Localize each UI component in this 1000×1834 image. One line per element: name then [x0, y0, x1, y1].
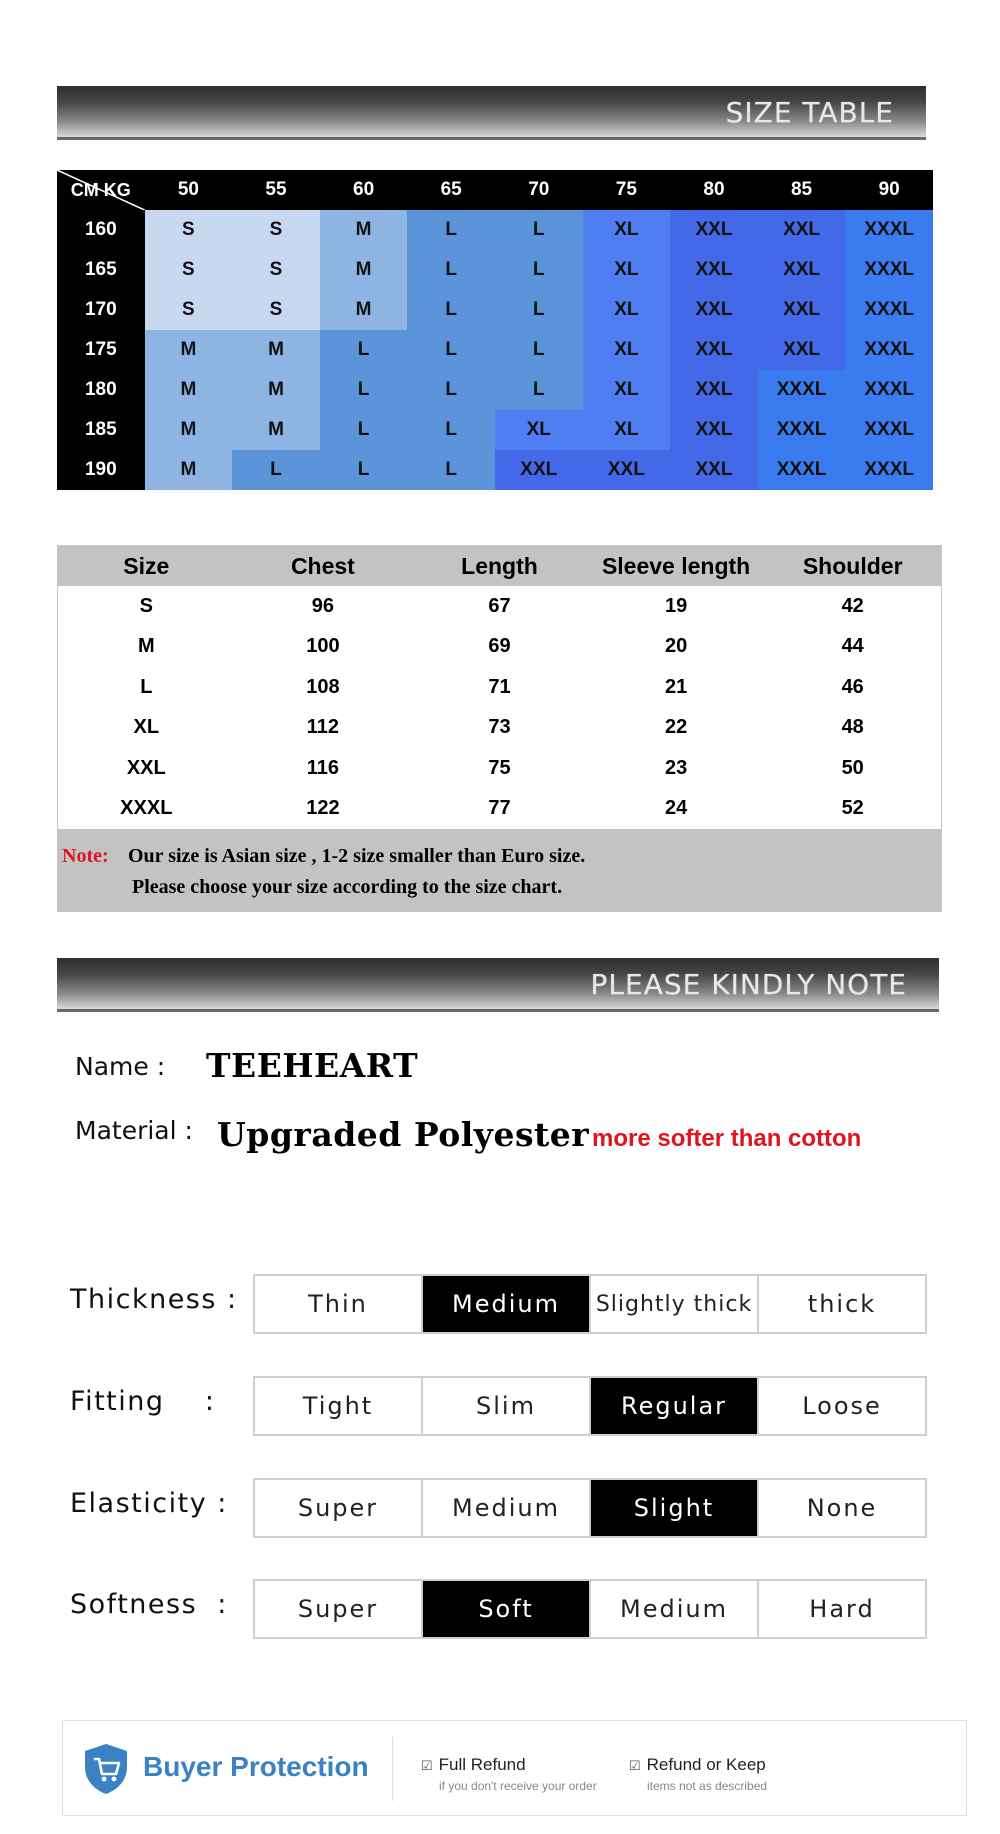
size-cell: XXL [758, 330, 846, 370]
height-header: 190 [57, 450, 145, 490]
measurement-cell: 71 [488, 675, 511, 698]
size-cell: M [320, 290, 408, 330]
table-row [58, 586, 941, 627]
measurement-cell: XXXL [120, 797, 173, 820]
material-note: more softer than cotton [592, 1125, 862, 1152]
scale-option: Medium [423, 1480, 591, 1536]
size-cell: L [495, 330, 583, 370]
attribute-label: Softness : [70, 1589, 228, 1620]
size-grid-row [57, 210, 933, 250]
scale-option: Medium [591, 1581, 759, 1637]
weight-header: 80 [670, 170, 758, 210]
size-cell: XXXL [845, 290, 933, 330]
size-cell: L [320, 330, 408, 370]
measurement-cell: 22 [664, 716, 688, 739]
attribute-label: Fitting : [70, 1386, 216, 1417]
measurement-cell: 96 [311, 594, 335, 617]
measurement-cell: 100 [306, 635, 340, 658]
measurement-cell: M [137, 635, 155, 658]
feature-refund-or-keep [629, 1755, 767, 1793]
size-cell: XXXL [845, 410, 933, 450]
scale-option: Thin [255, 1276, 423, 1332]
measurement-cell: XXL [126, 756, 166, 779]
measurement-cell: 75 [488, 756, 511, 779]
size-cell: M [232, 410, 320, 450]
size-cell: XXL [758, 250, 846, 290]
table-row [58, 627, 941, 668]
weight-header: 90 [845, 170, 933, 210]
note-line-2: Please choose your size according to the size chart. [132, 876, 563, 898]
measurement-header: Length [411, 546, 588, 586]
kindly-note-banner [57, 958, 939, 1012]
size-grid-corner [57, 170, 145, 210]
size-cell: L [407, 330, 495, 370]
measurement-cell: XL [133, 716, 160, 739]
size-grid-row [57, 250, 933, 290]
size-cell: XXL [495, 450, 583, 490]
size-cell: XL [583, 250, 671, 290]
size-cell: M [145, 450, 233, 490]
measurement-cell: 67 [488, 594, 511, 617]
size-cell: S [232, 290, 320, 330]
feature-subtitle: items not as described [647, 1779, 768, 1793]
size-cell: XXXL [758, 410, 846, 450]
size-cell: XL [583, 210, 671, 250]
attribute-scale [253, 1478, 927, 1538]
measurement-cell: 50 [841, 756, 864, 779]
measurement-cell: 52 [841, 797, 864, 820]
size-cell: S [145, 290, 233, 330]
measurement-table [57, 545, 942, 912]
height-header: 185 [57, 410, 145, 450]
size-cell: XXXL [845, 370, 933, 410]
measurement-header: Size [58, 546, 235, 586]
measurement-cell: 122 [306, 797, 340, 820]
kindly-note-banner-text: PLEASE KINDLY NOTE [590, 968, 907, 1001]
measurement-cell: 46 [841, 675, 864, 698]
attribute-scale [253, 1274, 927, 1334]
size-cell: XXXL [758, 450, 846, 490]
size-cell: XL [583, 290, 671, 330]
divider [392, 1737, 393, 1801]
weight-header: 75 [583, 170, 671, 210]
scale-option: Loose [802, 1392, 882, 1420]
scale-option: Regular [591, 1378, 759, 1434]
size-cell: XXL [670, 410, 758, 450]
feature-subtitle: if you don't receive your order [439, 1779, 597, 1793]
size-cell: S [145, 210, 233, 250]
measurement-header: Shoulder [764, 546, 941, 586]
size-table-banner-text: SIZE TABLE [725, 96, 894, 129]
brand-name: TEEHEART [206, 1046, 419, 1085]
size-cell: L [320, 370, 408, 410]
size-cell: L [495, 250, 583, 290]
measurement-cell: 21 [664, 675, 688, 698]
size-grid-row [57, 450, 933, 490]
measurement-cell: L [140, 675, 153, 698]
note-line-1: Our size is Asian size , 1-2 size smaller than Euro size. [128, 845, 586, 867]
measurement-cell: 116 [306, 756, 340, 779]
feature-title: Full Refund [438, 1755, 526, 1774]
scale-option: Slight [591, 1480, 759, 1536]
size-grid-row [57, 370, 933, 410]
checkbox-icon: ☑ [421, 1758, 433, 1773]
size-grid [57, 170, 933, 490]
size-cell: XXXL [758, 370, 846, 410]
feature-title: Refund or Keep [646, 1755, 766, 1774]
name-label: Name : [75, 1052, 166, 1081]
scale-option: thick [807, 1290, 877, 1318]
size-cell: M [320, 250, 408, 290]
material-value: Upgraded Polyester [217, 1115, 590, 1154]
measurement-cell: 42 [841, 594, 864, 617]
size-cell: L [407, 210, 495, 250]
checkbox-icon: ☑ [629, 1758, 641, 1773]
size-grid-row [57, 290, 933, 330]
height-header: 165 [57, 250, 145, 290]
size-cell: L [232, 450, 320, 490]
size-cell: L [407, 450, 495, 490]
size-cell: XXL [670, 450, 758, 490]
size-cell: S [145, 250, 233, 290]
weight-header: 55 [232, 170, 320, 210]
size-grid-header-row [57, 170, 933, 210]
measurement-cell: 69 [488, 635, 511, 658]
size-cell: L [407, 250, 495, 290]
size-cell: L [495, 210, 583, 250]
size-cell: XXL [670, 330, 758, 370]
size-cell: XXL [758, 210, 846, 250]
scale-option: Super [255, 1581, 423, 1637]
size-cell: S [232, 250, 320, 290]
measurement-header: Chest [235, 546, 412, 586]
size-cell: M [232, 330, 320, 370]
material-label: Material : [75, 1116, 193, 1145]
scale-option: Super [255, 1480, 423, 1536]
measurement-cell: 73 [488, 716, 511, 739]
size-cell: L [407, 410, 495, 450]
scale-option: Slightly thick [591, 1276, 759, 1332]
size-cell: M [232, 370, 320, 410]
size-cell: L [407, 290, 495, 330]
measurement-header-row [58, 546, 941, 586]
buyer-protection-bar [62, 1720, 967, 1816]
attribute-label: Thickness : [70, 1284, 238, 1315]
measurement-cell: 23 [664, 756, 688, 779]
buyer-protection-title: Buyer Protection [143, 1751, 369, 1782]
scale-option: None [806, 1494, 878, 1522]
height-header: 175 [57, 330, 145, 370]
size-cell: M [145, 410, 233, 450]
weight-header: 85 [758, 170, 846, 210]
height-header: 160 [57, 210, 145, 250]
scale-option: Soft [423, 1581, 591, 1637]
size-cell: XXL [670, 210, 758, 250]
size-cell: M [145, 330, 233, 370]
measurement-header: Sleeve length [588, 546, 765, 586]
size-cell: XXL [758, 290, 846, 330]
size-cell: XXL [670, 290, 758, 330]
table-row [58, 667, 941, 708]
scale-option: Hard [809, 1595, 875, 1623]
size-cell: XXXL [845, 210, 933, 250]
size-cell: XL [583, 370, 671, 410]
size-cell: XL [583, 410, 671, 450]
size-cell: L [495, 370, 583, 410]
size-cell: XXXL [845, 330, 933, 370]
size-cell: L [320, 450, 408, 490]
size-cell: S [232, 210, 320, 250]
size-cell: XL [583, 330, 671, 370]
size-note [58, 829, 941, 911]
note-label: Note: [62, 845, 109, 867]
measurement-cell: 77 [488, 797, 511, 820]
measurement-cell: 20 [664, 635, 688, 658]
size-cell: L [320, 410, 408, 450]
table-row [58, 748, 941, 789]
measurement-cell: 24 [664, 797, 688, 820]
measurement-cell: 108 [306, 675, 340, 698]
weight-header: 65 [407, 170, 495, 210]
attribute-scale [253, 1579, 927, 1639]
size-cell: XXXL [845, 450, 933, 490]
table-row [58, 789, 941, 830]
size-table-banner [57, 86, 926, 140]
size-cell: L [495, 290, 583, 330]
size-cell: XXL [670, 250, 758, 290]
scale-option: Medium [423, 1276, 591, 1332]
shield-cart-icon [83, 1743, 129, 1795]
scale-option: Slim [423, 1378, 591, 1434]
size-grid-row [57, 330, 933, 370]
attribute-label: Elasticity : [70, 1488, 228, 1519]
height-header: 170 [57, 290, 145, 330]
measurement-cell: 19 [664, 594, 688, 617]
size-cell: L [407, 370, 495, 410]
size-cell: XXL [670, 370, 758, 410]
scale-option: Tight [255, 1378, 423, 1434]
size-cell: XXXL [845, 250, 933, 290]
table-row [58, 708, 941, 749]
weight-header: 60 [320, 170, 408, 210]
feature-full-refund [421, 1755, 597, 1793]
weight-header: 70 [495, 170, 583, 210]
measurement-cell: 112 [306, 716, 340, 739]
measurement-cell: 48 [841, 716, 864, 739]
measurement-cell: S [139, 594, 153, 617]
weight-header: 50 [145, 170, 233, 210]
attribute-scale [253, 1376, 927, 1436]
size-cell: XL [495, 410, 583, 450]
size-grid-row [57, 410, 933, 450]
size-cell: M [320, 210, 408, 250]
measurement-cell: 44 [841, 635, 864, 658]
size-cell: XXL [583, 450, 671, 490]
size-cell: M [145, 370, 233, 410]
corner-label: CM KG [70, 179, 131, 200]
height-header: 180 [57, 370, 145, 410]
